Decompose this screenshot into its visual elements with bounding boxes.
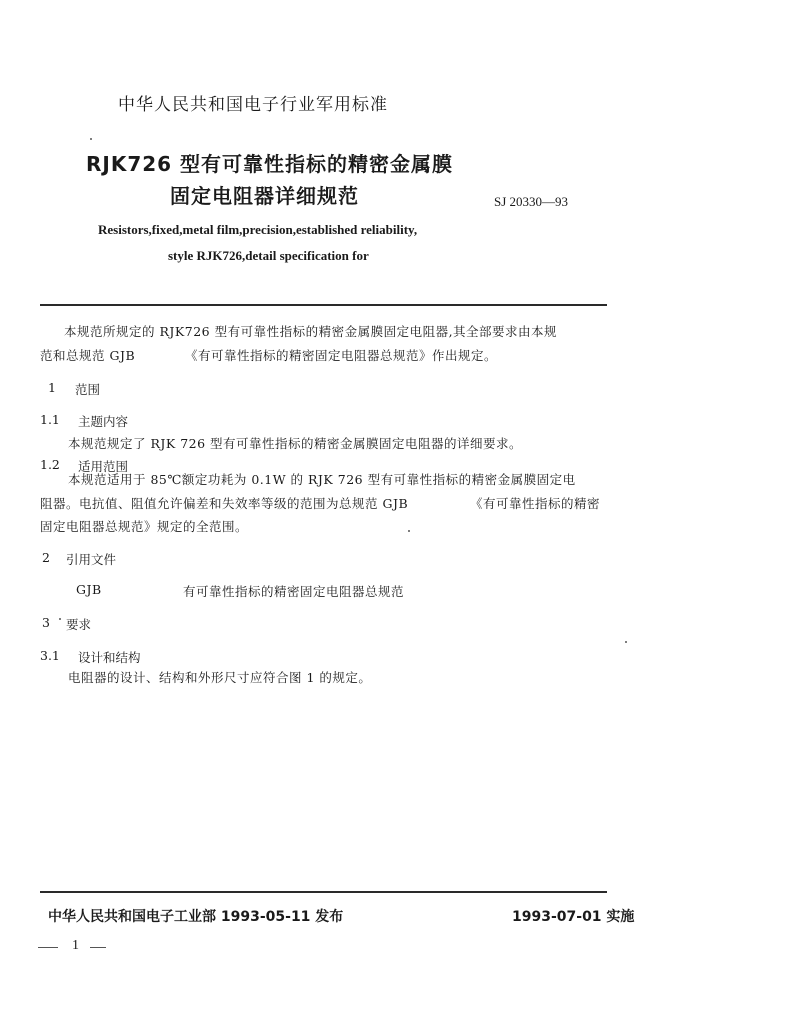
effective-date: 1993-07-01 实施 — [512, 909, 635, 925]
title-cn-line1: RJK726 型有可靠性指标的精密金属膜 — [86, 152, 454, 176]
section-2-title: 引用文件 — [66, 552, 117, 567]
section-1-2-line3: 固定电阻器总规范》规定的全范围。 — [40, 519, 249, 534]
section-1-1-title: 主题内容 — [78, 414, 129, 429]
intro-line2-start: 范和总规范 GJB — [40, 348, 136, 363]
section-3-1-title: 设计和结构 — [78, 650, 141, 665]
section-3-1-body: 电阻器的设计、结构和外形尺寸应符合图 1 的规定。 — [68, 670, 372, 685]
intro-line2-end: 《有可靠性指标的精密固定电阻器总规范》作出规定。 — [185, 348, 498, 363]
section-1-2-title: 适用范围 — [78, 459, 129, 474]
standard-number: SJ 20330—93 — [494, 194, 569, 209]
section-1-1-body: 本规范规定了 RJK 726 型有可靠性指标的精密金属膜固定电阻器的详细要求。 — [68, 436, 523, 451]
reference-code: GJB — [76, 582, 102, 597]
section-3-title: 要求 — [66, 617, 92, 632]
reference-title: 有可靠性指标的精密固定电阻器总规范 — [183, 584, 405, 599]
page-number: 1 — [72, 938, 79, 953]
title-en-line1: Resistors,fixed,metal film,precision,established reliability, — [98, 222, 418, 237]
section-3-1-number: 3.1 — [40, 648, 60, 663]
bottom-divider — [40, 891, 607, 893]
section-1-2-line2-end: 《有可靠性指标的精密 — [470, 496, 601, 511]
section-2-number: 2 — [42, 550, 50, 565]
scan-speck — [90, 138, 92, 140]
title-cn-line2: 固定电阻器详细规范 — [170, 184, 359, 208]
section-1-number: 1 — [48, 380, 56, 395]
scan-speck — [408, 530, 410, 532]
section-1-2-line1: 本规范适用于 85℃额定功耗为 0.1W 的 RJK 726 型有可靠性指标的精密金属膜固定电 — [68, 472, 576, 487]
issuer-line: 中华人民共和国电子工业部 1993-05-11 发布 — [48, 909, 344, 925]
scan-mark-left — [38, 947, 58, 948]
section-3-number: 3 — [42, 615, 50, 630]
standard-category: 中华人民共和国电子行业军用标准 — [118, 95, 388, 115]
scan-speck — [625, 641, 627, 643]
section-1-1-number: 1.1 — [40, 412, 60, 427]
title-en-line2: style RJK726,detail specification for — [168, 248, 369, 263]
section-1-2-number: 1.2 — [40, 457, 60, 472]
intro-line1: 本规范所规定的 RJK726 型有可靠性指标的精密金属膜固定电阻器,其全部要求由本规 — [64, 324, 558, 339]
top-divider — [40, 304, 607, 306]
scan-mark-right — [90, 947, 106, 948]
section-1-title: 范围 — [75, 382, 101, 397]
section-1-2-line2-start: 阻器。电抗值、阻值允许偏差和失效率等级的范围为总规范 GJB — [40, 496, 409, 511]
scan-speck — [59, 618, 61, 620]
